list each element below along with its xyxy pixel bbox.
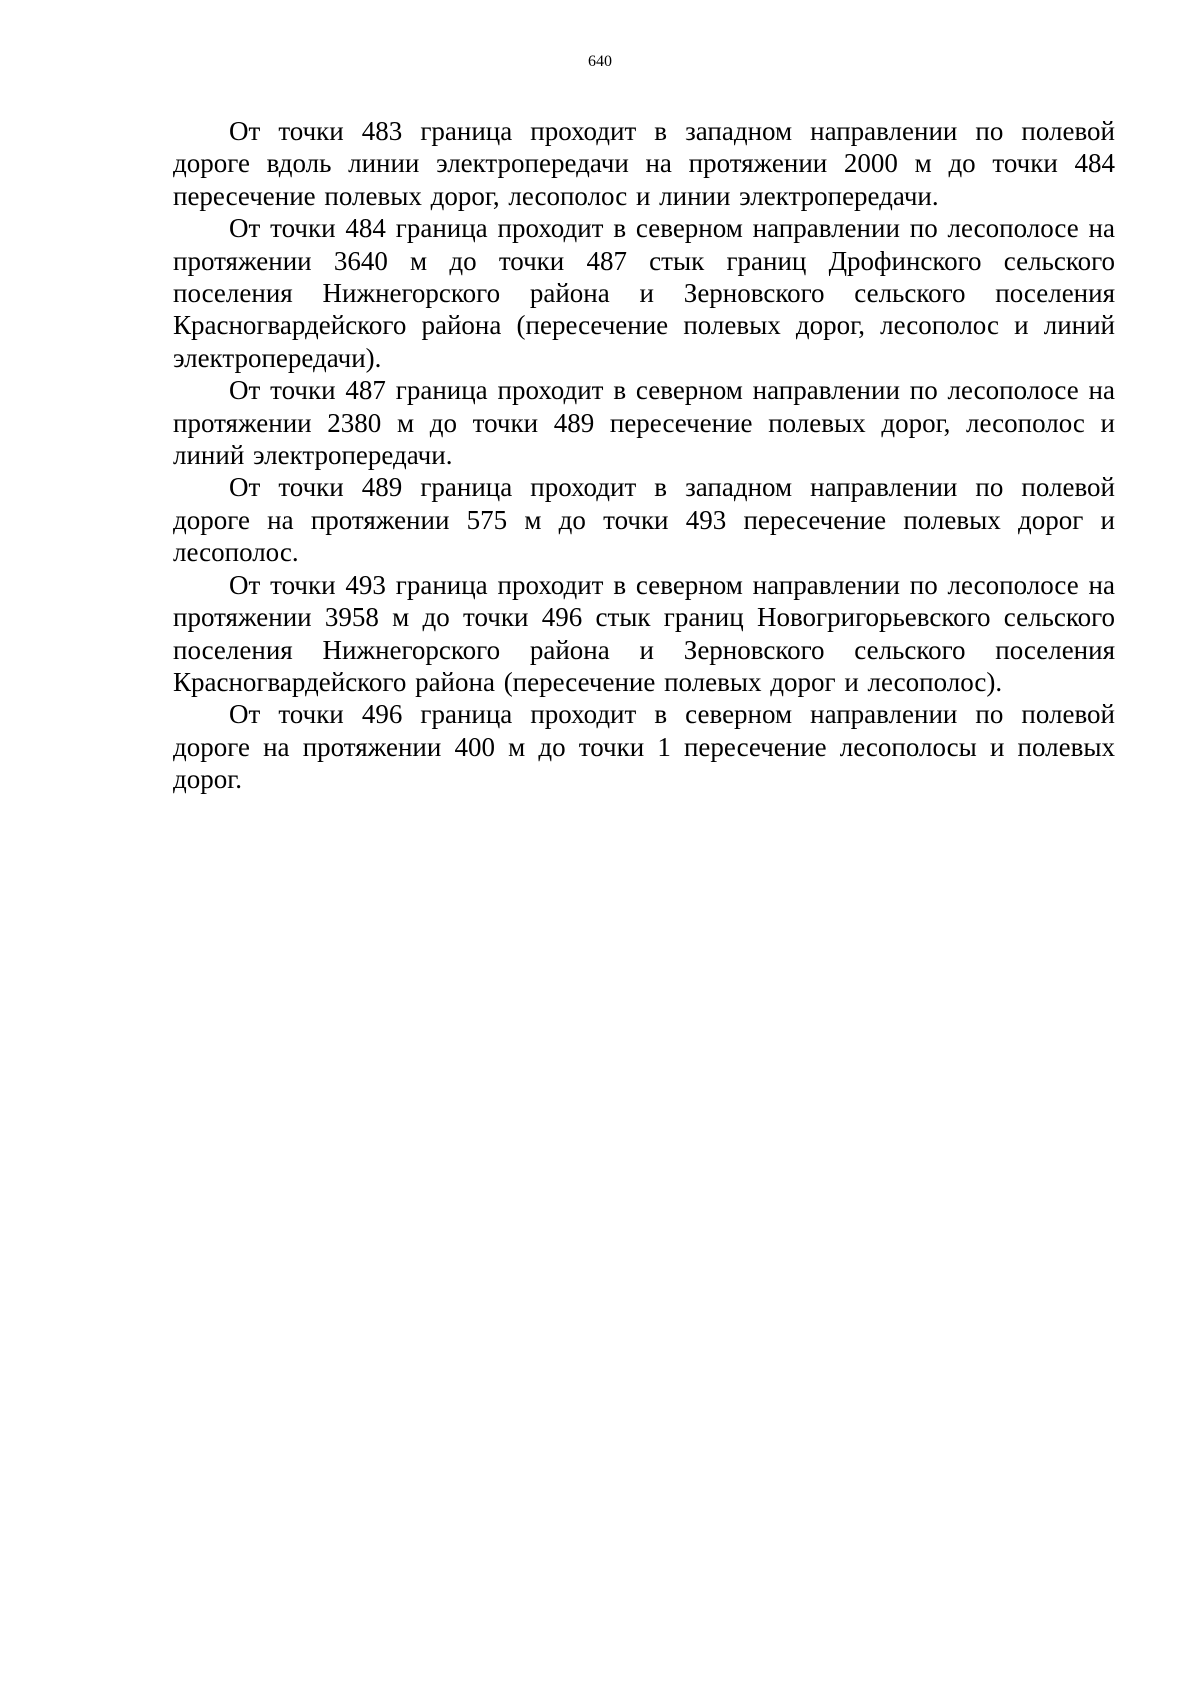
paragraph: От точки 489 граница проходит в западном направлении по полевой дороге на протяжении 575 м до точки 493 пересечение полевых дорог и лесополос. [173,472,1115,568]
paragraph: От точки 483 граница проходит в западном направлении по полевой дороге вдоль линии электропередачи на протяжении 2000 м до точки 484 пересечение полевых дорог, лесополос и линии электропередачи. [173,116,1115,211]
page-number: 640 [588,53,612,70]
paragraph: От точки 496 граница проходит в северном направлении по полевой дороге на протяжении 400 м до точки 1 пересечение лесополосы и полевых дорог. [173,699,1115,795]
paragraph: От точки 484 граница проходит в северном направлении по лесополосе на протяжении 3640 м до точки 487 стык границ Дрофинского сельского поселения Нижнегорского района и Зерновского сельского поселения Красногвардейского района (пересечение полевых дорог, лесополос и линий электропередачи). [173,213,1115,373]
paragraph: От точки 487 граница проходит в северном направлении по лесополосе на протяжении 2380 м до точки 489 пересечение полевых дорог, лесополос и линий электропередачи. [173,375,1115,471]
paragraph: От точки 493 граница проходит в северном направлении по лесополосе на протяжении 3958 м до точки 496 стык границ Новогригорьевского сельского поселения Нижнегорского района и Зерновского сельского поселения Красногвардейского района (пересечение полевых дорог и лесополос). [173,569,1115,697]
document-body [173,115,1115,796]
